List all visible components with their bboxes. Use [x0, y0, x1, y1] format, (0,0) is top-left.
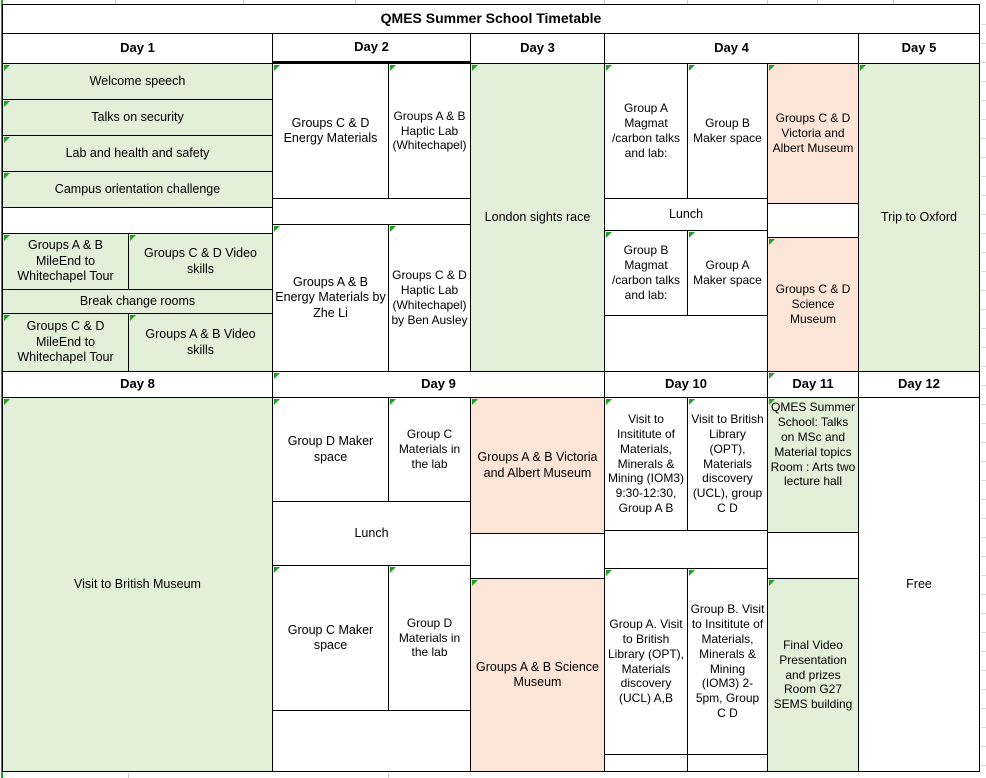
cell-day9-empty[interactable] [272, 710, 470, 772]
cell-day9-groupD-materials-lab[interactable]: Group D Materials in the lab [388, 565, 470, 710]
cell-day11-qmes-talks[interactable]: QMES Summer School: Talks on MSc and Material topics Room : Arts two lecture hall [767, 397, 858, 532]
cell-day4-groupB-magmat[interactable]: Group B Magmat /carbon talks and lab: [604, 230, 687, 315]
header-day-10[interactable]: Day 10 [604, 371, 767, 397]
header-day-12[interactable]: Day 12 [858, 371, 980, 397]
cell-day4-lunch[interactable]: Lunch [604, 198, 767, 230]
header-day-8[interactable]: Day 8 [2, 371, 272, 397]
cell-day1-ab-video-skills[interactable]: Groups A & B Video skills [128, 313, 272, 371]
cell-day4-groupA-maker-space[interactable]: Group A Maker space [687, 230, 767, 315]
cell-day1-cd-whitechapel-tour[interactable]: Groups C & D MileEnd to Whitechapel Tour [2, 313, 128, 371]
header-day-5[interactable]: Day 5 [858, 33, 980, 63]
timetable-title: QMES Summer School Timetable [2, 4, 980, 33]
cell-trip-to-oxford[interactable]: Trip to Oxford [858, 63, 980, 371]
cell-day10-british-library-ab[interactable]: Group A. Visit to British Library (OPT), Materials discovery (UCL) A,B [604, 568, 687, 754]
cell-day2-cd-haptic-lab[interactable]: Groups C & D Haptic Lab (Whitechapel) by Ben Ausley [388, 224, 470, 371]
cell-british-museum[interactable]: Visit to British Museum [2, 397, 272, 772]
cell-day4-groupA-magmat[interactable]: Group A Magmat /carbon talks and lab: [604, 63, 687, 198]
cell-day4-cd-victoria-albert[interactable]: Groups C & D Victoria and Albert Museum [767, 63, 858, 203]
cell-day9-groupC-materials-lab[interactable]: Group C Materials in the lab [388, 397, 470, 501]
cell-day4-groupB-maker-space[interactable]: Group B Maker space [687, 63, 767, 198]
cell-talks-on-security[interactable]: Talks on security [2, 99, 272, 135]
faint-col-gridline [128, 773, 129, 778]
cell-day10-iom3-cd[interactable]: Group B. Visit to Insititute of Materials, Minerals & Mining (IOM3) 2-5pm, Group C D [687, 568, 767, 754]
cell-day11-final-video[interactable]: Final Video Presentation and prizes Room G27 SEMS building [767, 578, 858, 772]
cell-welcome-speech[interactable]: Welcome speech [2, 63, 272, 99]
cell-day10-empty-mid[interactable] [604, 530, 767, 568]
cell-day1-cd-video-skills[interactable]: Groups C & D Video skills [128, 233, 272, 289]
cell-day4-empty[interactable] [604, 315, 767, 371]
header-day-1[interactable]: Day 1 [2, 33, 272, 63]
cell-break-change-rooms[interactable]: Break change rooms [2, 289, 272, 313]
cell-day9-groupC-maker-space[interactable]: Group C Maker space [272, 565, 388, 710]
cell-day9-groupD-maker-space[interactable]: Group D Maker space [272, 397, 388, 501]
cell-day4-cd-science-museum[interactable]: Groups C & D Science Museum [767, 237, 858, 371]
header-day-3[interactable]: Day 3 [470, 33, 604, 63]
cell-day1-ab-whitechapel-tour[interactable]: Groups A & B MileEnd to Whitechapel Tour [2, 233, 128, 289]
cell-day2-empty[interactable] [272, 198, 470, 224]
cell-day10-iom3-ab[interactable]: Visit to Insititute of Materials, Minerals & Mining (IOM3) 9:30-12:30, Group A B [604, 397, 687, 530]
cell-day4-museum-gap[interactable] [767, 203, 858, 237]
cell-day9-museum-gap[interactable] [470, 533, 604, 578]
cell-day12-free[interactable]: Free [858, 397, 980, 772]
cell-day10-empty-bottom-right[interactable] [687, 754, 767, 772]
cell-day11-empty[interactable] [767, 532, 858, 578]
cell-campus-orientation[interactable]: Campus orientation challenge [2, 171, 272, 207]
header-day-9[interactable]: Day 9 [272, 371, 604, 397]
faint-row-gridlines [981, 6, 986, 772]
cell-day10-british-library-cd[interactable]: Visit to British Library (OPT), Materials discovery (UCL), group C D [687, 397, 767, 530]
cell-day10-empty-bottom-left[interactable] [604, 754, 687, 772]
cell-day9-ab-victoria-albert[interactable]: Groups A & B Victoria and Albert Museum [470, 397, 604, 533]
cell-day9-lunch[interactable]: Lunch [272, 501, 470, 565]
cell-day2-cd-energy-materials[interactable]: Groups C & D Energy Materials [272, 63, 388, 198]
cell-lab-health-safety[interactable]: Lab and health and safety [2, 135, 272, 171]
cell-day1-empty[interactable] [2, 207, 272, 233]
cell-day2-ab-energy-materials[interactable]: Groups A & B Energy Materials by Zhe Li [272, 224, 388, 371]
cell-london-sights-race[interactable]: London sights race [470, 63, 604, 371]
header-day-11[interactable]: Day 11 [767, 371, 858, 397]
header-day-4[interactable]: Day 4 [604, 33, 858, 63]
faint-col-gridline [388, 773, 389, 778]
header-day-2[interactable]: Day 2 [272, 33, 470, 63]
cell-day9-ab-science-museum[interactable]: Groups A & B Science Museum [470, 578, 604, 772]
cell-day2-ab-haptic-lab[interactable]: Groups A & B Haptic Lab (Whitechapel) [388, 63, 470, 198]
